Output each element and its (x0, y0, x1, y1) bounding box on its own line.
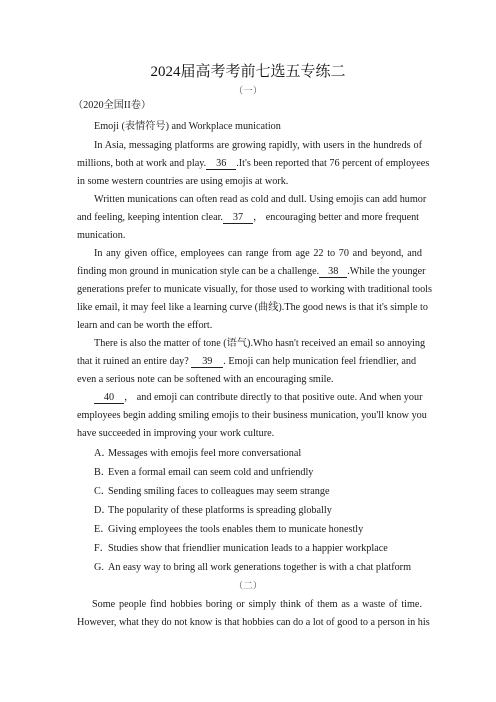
p4-line-2-text-a: that it ruined an entire day? (77, 356, 189, 367)
option-f (94, 542, 388, 555)
option-g-text: An easy way to bring all work generations together is with a chat platform (108, 562, 411, 573)
p1-line-2-text-a: millions, both at work and play. (77, 158, 207, 169)
option-e (94, 523, 363, 536)
p1-line-3: in some western countries are using emojis at work. (77, 176, 289, 187)
p4-line-1: There is also the matter of tone (语气).Who hasn't received an email so annoying (94, 338, 426, 349)
p2-line-2-text-b: ， encouraging better and more frequent (252, 212, 420, 223)
blank-40: 40 (94, 392, 124, 404)
p5-line-1-text-b: ， and emoji can contribute directly to that positive oute. And when your (124, 392, 423, 403)
document-title: 2024届高考考前七选五专练二 (150, 64, 346, 80)
p3-line-4: like email, it may feel like a learning curve (曲线).The good news is that it's simple to (77, 302, 428, 313)
option-b (94, 466, 313, 479)
option-c-text: Sending smiling faces to colleagues may seem strange (108, 486, 330, 497)
option-b-text: Even a formal email can seem cold and unfriendly (108, 467, 314, 478)
p6-line-2: However, what they do not know is that hobbies can do a lot of good to a person in his (77, 617, 430, 628)
blank-39: 39 (191, 356, 223, 368)
p1-line-2-text-b: .It's been reported that 76 percent of employees (236, 158, 430, 169)
option-a (94, 447, 301, 460)
option-e-text: Giving employees the tools enables them to municate honestly (108, 524, 364, 535)
p5-line-2: employees begin adding smiling emojis to their business munication, you'll know you (77, 410, 427, 421)
p2-line-1: Written munications can often read as cold and dull. Using emojis can add humor (94, 194, 427, 205)
option-a-key: A． (94, 448, 112, 459)
option-c (94, 485, 330, 498)
p2-line-2 (77, 211, 422, 224)
p3-line-2-text-b: .While the younger (347, 266, 426, 277)
option-a-text: Messages with emojis feel more conversational (108, 448, 302, 459)
option-d-text: The popularity of these platforms is spreading globally (108, 505, 332, 516)
option-f-text: Studies show that friendlier munication leads to a happier workplace (108, 543, 388, 554)
p2-line-2-text-a: and feeling, keeping intention clear. (77, 212, 223, 223)
blank-38: 38 (319, 266, 347, 278)
p3-line-2-text-a: finding mon ground in munication style can be a challenge. (77, 266, 320, 277)
option-d (94, 504, 332, 517)
option-b-key: B． (94, 467, 111, 478)
p4-line-3: even a serious note can be softened with an encouraging smile. (77, 374, 334, 385)
section-label-2: （二） (233, 582, 263, 592)
p5-line-1 (94, 391, 422, 404)
option-e-key: E． (94, 524, 111, 535)
source-label: （2020全国II卷） (73, 100, 152, 111)
option-g (94, 561, 411, 574)
section-label-1: （一） (233, 87, 263, 97)
p1-line-1: In Asia, messaging platforms are growing rapidly, with users in the hundreds of (94, 140, 422, 151)
p5-line-3: have succeeded in improving your work culture. (77, 428, 275, 439)
blank-36: 36 (206, 158, 236, 170)
blank-37: 37 (223, 212, 253, 224)
article-title: Emoji (表情符号) and Workplace munication (94, 121, 281, 132)
option-g-key: G. (94, 562, 104, 573)
p4-line-2 (77, 355, 422, 368)
p2-line-3: munication. (77, 230, 126, 241)
option-c-key: C． (94, 486, 111, 497)
p3-line-3: generations prefer to municate visually, for those used to working with traditional tools (77, 284, 432, 295)
p3-line-1: In any given office, employees can range from age 22 to 70 and beyond, and (94, 248, 422, 259)
option-d-key: D． (94, 505, 112, 516)
p6-line-1: Some people find hobbies boring or simply think of them as a waste of time. (92, 599, 422, 610)
p1-line-2 (77, 157, 430, 170)
p4-line-2-text-b: . Emoji can help munication feel friendlier, and (223, 356, 417, 367)
p3-line-5: learn and can be worth the effort. (77, 320, 213, 331)
option-f-key: F． (94, 543, 110, 554)
p3-line-2 (77, 265, 426, 278)
